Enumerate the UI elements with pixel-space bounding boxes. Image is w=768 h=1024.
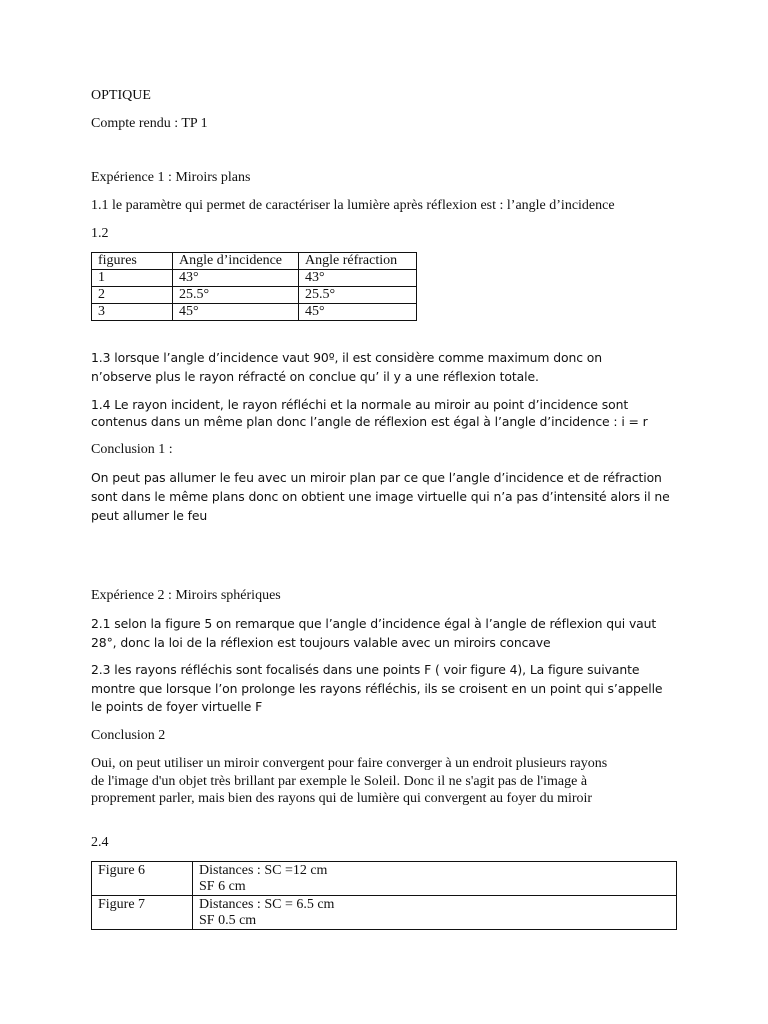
distances-table: [91, 861, 677, 930]
table-header-row: [92, 253, 417, 270]
para-1-4-line1: 1.4 Le rayon incident, le rayon réfléchi et la normale au miroir au point d’incidence sont: [91, 397, 629, 412]
table-cell: 1: [92, 270, 173, 287]
exp2-heading: Expérience 2 : Miroirs sphériques: [91, 588, 281, 603]
table-cell: 3: [92, 304, 173, 321]
table-cell: [193, 896, 677, 930]
table-header: Angle réfraction: [299, 253, 417, 270]
para-2-1-line1: 2.1 selon la figure 5 on remarque que l’angle d’incidence égal à l’angle de réflexion qui vaut: [91, 616, 657, 631]
conclusion2-heading: Conclusion 2: [91, 728, 166, 743]
table-cell: 25.5°: [173, 287, 299, 304]
table-row: [92, 270, 417, 287]
conclusion2-line1: Oui, on peut utiliser un miroir convergent pour faire converger à un endroit plusieurs rayons: [91, 756, 608, 771]
distance-sf: SF 0.5 cm: [199, 913, 257, 928]
distance-sf: SF 6 cm: [199, 879, 246, 894]
conclusion1-line2: sont dans le même plans donc on obtient une image virtuelle qui n’a pas d’intensité alors il ne: [91, 489, 670, 504]
table-row: [92, 304, 417, 321]
conclusion1-line1: On peut pas allumer le feu avec un miroir plan par ce que l’angle d’incidence et de réfraction: [91, 470, 662, 485]
table-cell: [193, 862, 677, 896]
table-cell: Figure 6: [92, 862, 193, 896]
conclusion1-line3: peut allumer le feu: [91, 508, 208, 523]
table-cell: 25.5°: [299, 287, 417, 304]
conclusion1-heading: Conclusion 1 :: [91, 442, 173, 457]
conclusion2-line2: de l'image d'un objet très brillant par exemple le Soleil. Donc il ne s'agit pas de l'image à: [91, 774, 588, 789]
para-1-3-line2: n’observe plus le rayon réfracté on conclue qu’ il y a une réflexion totale.: [91, 369, 539, 384]
distance-sc: Distances : SC =12 cm: [199, 863, 328, 878]
table-cell: 2: [92, 287, 173, 304]
table-row: [92, 862, 677, 896]
table-cell: 43°: [173, 270, 299, 287]
table-header: Angle d’incidence: [173, 253, 299, 270]
para-2-4: 2.4: [91, 835, 109, 850]
table-cell: 45°: [173, 304, 299, 321]
table-cell: Figure 7: [92, 896, 193, 930]
table-row: [92, 287, 417, 304]
distance-sc: Distances : SC = 6.5 cm: [199, 897, 335, 912]
para-1-3-line1: 1.3 lorsque l’angle d’incidence vaut 90º, il est considère comme maximum donc on: [91, 350, 602, 365]
para-2-3-line3: le points de foyer virtuelle F: [91, 699, 263, 714]
angles-table: [91, 252, 417, 321]
table-cell: 43°: [299, 270, 417, 287]
table-cell: 45°: [299, 304, 417, 321]
table-row: [92, 896, 677, 930]
doc-subtitle: Compte rendu : TP 1: [91, 116, 208, 131]
doc-title: OPTIQUE: [91, 88, 151, 103]
exp1-heading: Expérience 1 : Miroirs plans: [91, 170, 251, 185]
table-header: figures: [92, 253, 173, 270]
conclusion2-line3: proprement parler, mais bien des rayons qui de lumière qui convergent au foyer du miroir: [91, 791, 593, 806]
para-2-3-line1: 2.3 les rayons réfléchis sont focalisés dans une points F ( voir figure 4), La figure suivante: [91, 662, 640, 677]
para-2-1-line2: 28°, donc la loi de la réflexion est toujours valable avec un miroirs concave: [91, 635, 551, 650]
para-1-2: 1.2: [91, 226, 109, 241]
para-2-3-line2: montre que lorsque l’on prolonge les rayons réfléchis, ils se croisent en un point qui s’appelle: [91, 681, 663, 696]
para-1-1: 1.1 le paramètre qui permet de caractériser la lumière après réflexion est : l’angle d’incidence: [91, 198, 615, 213]
para-1-4-line2: contenus dans un même plan donc l’angle de réflexion est égal à l’angle d’incidence : i = r: [91, 414, 648, 429]
